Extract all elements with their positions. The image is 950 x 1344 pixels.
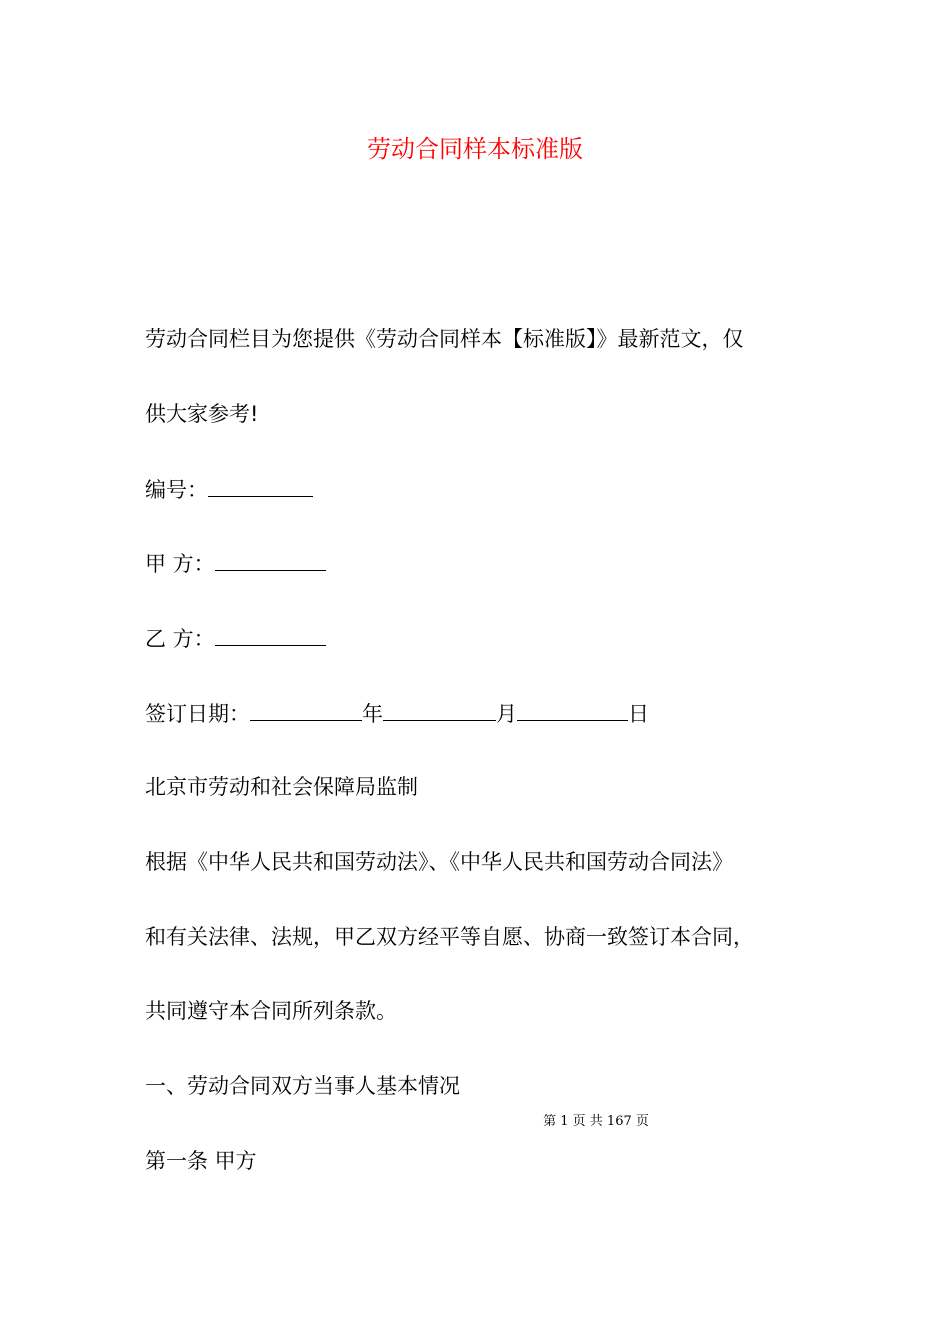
party-b-label: 乙 方： [145, 627, 215, 651]
basis-line-2: 和有关法律、法规，甲乙双方经平等自愿、协商一致签订本合同， [145, 925, 754, 949]
party-a-blank [215, 548, 326, 571]
month-label: 月 [496, 702, 517, 726]
page-indicator: 第 1 页 共 167 页 [543, 1114, 649, 1129]
article-1-heading: 第一条 甲方 [145, 1149, 257, 1173]
number-label: 编号： [145, 478, 208, 502]
sign-date-label: 签订日期： [145, 702, 250, 726]
day-label: 日 [628, 702, 649, 726]
party-a-field [145, 548, 326, 579]
intro-line-2: 供大家参考! [145, 402, 259, 426]
number-field [145, 474, 313, 505]
year-label: 年 [362, 702, 383, 726]
supervisor-line: 北京市劳动和社会保障局监制 [145, 775, 418, 799]
month-blank [383, 698, 496, 721]
year-blank [250, 698, 362, 721]
party-b-blank [215, 623, 326, 646]
document-title: 劳动合同样本标准版 [367, 135, 583, 163]
basis-line-1: 根据《中华人民共和国劳动法》、《中华人民共和国劳动合同法》 [145, 850, 733, 874]
intro-line-1: 劳动合同栏目为您提供《劳动合同样本【标准版】》最新范文，仅 [145, 327, 744, 351]
section-1-heading: 一、劳动合同双方当事人基本情况 [145, 1074, 460, 1098]
number-blank [208, 474, 313, 497]
party-b-field [145, 623, 326, 654]
sign-date-field [145, 698, 649, 729]
day-blank [517, 698, 628, 721]
basis-line-3: 共同遵守本合同所列条款。 [145, 999, 397, 1023]
party-a-label: 甲 方： [145, 552, 215, 576]
